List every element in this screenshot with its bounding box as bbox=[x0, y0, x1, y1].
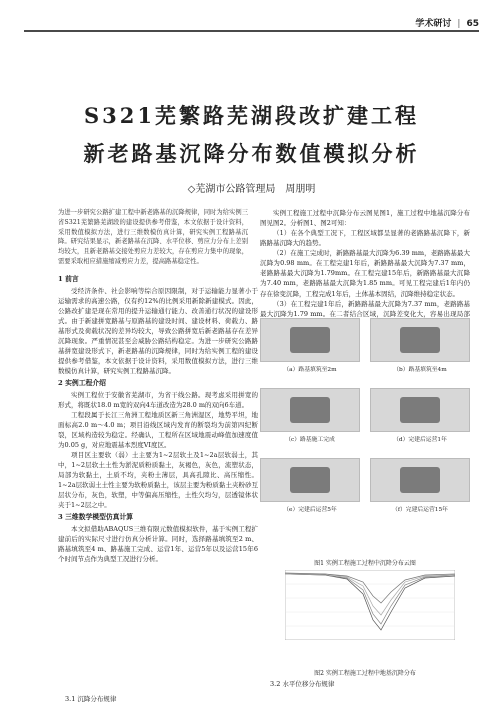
left-column bbox=[58, 272, 258, 564]
paragraph: 工程段属于长江三角洲工程地质区新三角洲湿区，地势平坦，地面标高2.0 m～4.0 m；项目沿线区域内发育的断裂均为前第四纪断裂，区域构造较为稳定。经确认，工程所在区域地震动峰值加速度值为0.05 g，对应地震基本烈度VI度区。 bbox=[58, 410, 258, 449]
right-column bbox=[260, 208, 470, 329]
paragraph: 本文拟借助ABAQUS三维有限元数值模拟软件，基于实例工程扩建前后的实际尺寸进行仿真分析计算。同时，选择路基填筑至2 m、路基填筑至4 m、路基施工完成、运营1年、运营5年以及运营15年6个时间节点作为典型工况进行分析。 bbox=[58, 524, 258, 564]
paragraph: （1）在各个典型工况下，工程区域都呈显著的老路路基沉降下，新路路基沉降大的趋势。 bbox=[260, 229, 470, 248]
plot-frame bbox=[285, 570, 455, 640]
subsection-heading-3-1: 3.1 沉降分布规律 bbox=[65, 695, 117, 703]
header-rule bbox=[24, 30, 479, 32]
header-text: 学术研讨 | 65 bbox=[415, 19, 479, 29]
contour-image-a bbox=[260, 318, 360, 362]
header-section: 学术研讨 bbox=[415, 19, 452, 29]
contour-image-f bbox=[370, 458, 470, 502]
subsection-heading-3-2: 3.2 水平位移分布规律 bbox=[270, 680, 335, 688]
figure-caption-d: （d）完建后运营1年 bbox=[393, 437, 447, 443]
article-title-line1: S321芜繁路芜湖段改扩建工程 bbox=[84, 103, 419, 128]
paragraph: 实例工程位于安徽省芜湖市，为省干线公路。现考虑采用拼宽的形式，将既状18.0 m宽的双向4车道改造为28.0 m的双向6车道。 bbox=[58, 390, 258, 409]
contour-image-d bbox=[370, 388, 470, 432]
figure-caption-f: （f）完建后运营15年 bbox=[392, 507, 448, 513]
page-header bbox=[0, 0, 503, 40]
article-title-line2: 新老路基沉降分布数值模拟分析 bbox=[83, 141, 420, 166]
figure-caption-e: （e）完建后运营5年 bbox=[283, 507, 337, 513]
paragraph: （2）在施工完成时，新路路基最大沉降为6.39 mm，老路路基最大沉降为0.98 mm。在工程完建1年后，新路路基最大沉降为7.37 mm，老路路基最大沉降为1.79mm。在工程完建15年后，新路路基最大沉降为7.40 mm，老路路基最大沉降为1.85 mm。可见工程完建后1年内仍存在徐变沉降，工程完成1年后，土体基本固结，沉降维持稳定状态。 bbox=[260, 249, 470, 298]
figure-caption-c: （c）路基施工完成 bbox=[285, 437, 335, 443]
figure-caption-b: （b）路基填筑至4m bbox=[393, 367, 447, 373]
figure-caption-a: （a）路基填筑至2m bbox=[283, 367, 337, 373]
paragraph: 实例工程施工过程中沉降分布云图见图1，施工过程中地基沉降分布图见图2。分析图1、图2可知： bbox=[260, 209, 470, 228]
contour-image-e bbox=[260, 458, 360, 502]
paragraph: 受经济条件、社会影响等综合原因限制，对于运输能力显著小于运输需求的高速公路，仅有约12%的比例采用新除新建模式。因此，公路改扩建是现在常用的提升运输通行能力、改善通行状况的建设形式。由于新建拼宽路基与原路基的建设时间、建设材料、荷载力、路基形式及荷载状况的差异均较大，导致公路拼宽后新老路基存在差异沉降现象。严重情况甚至会威胁公路结构稳定。为进一步研究公路路基拼宽建设形式下，新老路基的沉降规律，同时为给实例工程的建设提供参考借鉴，本文依据于设计资料，采用数值模拟方法，进行三维数模仿真计算，研究实例工程路基沉降。 bbox=[58, 286, 258, 376]
settlement-curve-plot bbox=[285, 570, 455, 640]
figure-2-title: 图2 实例工程施工过程中地基沉降分布 bbox=[314, 670, 416, 677]
author-line: ◇芜湖市公路管理局 周朋明 bbox=[187, 184, 316, 195]
section-heading-1: 1 前言 bbox=[58, 275, 79, 283]
contour-image-b bbox=[370, 318, 470, 362]
paragraph: 项目区主要软（弱）土主要为1~2层软土及1~2a层软弱土，其中，1~2层软土土性为淤泥质粉质黏土，灰褐色，灰色，流塑状态，局部为软黏土，土质不均，夹粉土薄层，具高孔隙比、高压缩性。1~2a层软弱土土性主要为软粉质黏土，该层主要为粉质黏土夹粉砂互层状分布，灰色，软塑，中等偏高压缩性，土性欠均匀，层透镜体状夹于1~2层之中。 bbox=[58, 451, 258, 510]
abstract: 为进一步研究公路扩建工程中新老路基的沉降规律，同时为给实例三省S321芜繁路芜湖段的建设提供参考借鉴，本文依据于设计资料，采用数值模拟方法，进行三维数模仿真计算，研究实例工程路基沉降。研究结果显示，新老路基在沉降、水平位移、剪应力分布上差别均较大，且新老路基交接处剪应力差较大，存在剪应力集中的现象，需要采取相应措施缩减剪应力差，提高路基稳定性。 bbox=[58, 209, 248, 265]
figure-1-title: 图1 实例工程施工过程中沉降分布云图 bbox=[314, 560, 416, 567]
section-heading-2: 2 实例工程介绍 bbox=[58, 379, 106, 388]
contour-image-c bbox=[260, 388, 360, 432]
paragraph: （3）在工程完建1年后，新路路基最大沉降为7.37 mm，老路路基最大沉降为1.79 mm。在二者结合区域，沉降差变化大，容易出现局部 bbox=[260, 299, 470, 318]
section-heading-3: 3 三维数学模型仿真计算 bbox=[58, 513, 134, 522]
header-page-number: 65 bbox=[466, 19, 479, 29]
